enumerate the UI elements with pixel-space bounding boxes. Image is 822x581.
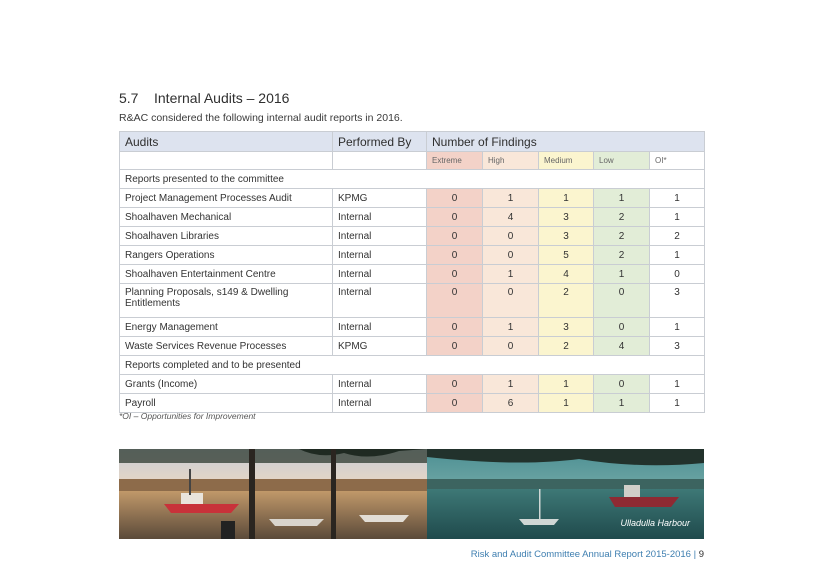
table-row (120, 246, 705, 265)
performed-by: Internal (333, 284, 427, 318)
performed-by: Internal (333, 394, 427, 413)
header-number-of-findings: Number of Findings (427, 132, 705, 152)
subheader-extreme: Extreme (427, 152, 483, 170)
footnote: *OI – Opportunities for Improvement (119, 411, 256, 421)
oi-count: 3 (650, 337, 705, 356)
extreme-count: 0 (427, 375, 483, 394)
section-row-to-be-presented: Reports completed and to be presented (120, 356, 705, 375)
audit-name: Shoalhaven Mechanical (120, 208, 333, 227)
high-count: 0 (483, 337, 539, 356)
subheader-empty (333, 152, 427, 170)
low-count: 0 (594, 284, 650, 318)
harbour-photo (119, 449, 704, 539)
medium-count: 5 (539, 246, 594, 265)
extreme-count: 0 (427, 337, 483, 356)
audit-name: Waste Services Revenue Processes (120, 337, 333, 356)
performed-by: Internal (333, 375, 427, 394)
medium-count: 2 (539, 284, 594, 318)
table-row (120, 394, 705, 413)
audit-name: Project Management Processes Audit (120, 189, 333, 208)
high-count: 0 (483, 246, 539, 265)
high-count: 6 (483, 394, 539, 413)
medium-count: 4 (539, 265, 594, 284)
subheader-high: High (483, 152, 539, 170)
oi-count: 2 (650, 227, 705, 246)
intro-text: R&AC considered the following internal audit reports in 2016. (119, 112, 403, 124)
extreme-count: 0 (427, 394, 483, 413)
extreme-count: 0 (427, 318, 483, 337)
audit-name: Payroll (120, 394, 333, 413)
medium-count: 3 (539, 227, 594, 246)
high-count: 1 (483, 189, 539, 208)
table-row (120, 337, 705, 356)
medium-count: 3 (539, 318, 594, 337)
page-number: 9 (698, 549, 704, 560)
medium-count: 1 (539, 394, 594, 413)
medium-count: 1 (539, 189, 594, 208)
extreme-count: 0 (427, 265, 483, 284)
high-count: 0 (483, 284, 539, 318)
oi-count: 3 (650, 284, 705, 318)
low-count: 0 (594, 318, 650, 337)
oi-count: 1 (650, 375, 705, 394)
low-count: 1 (594, 265, 650, 284)
performed-by: Internal (333, 318, 427, 337)
low-count: 2 (594, 227, 650, 246)
table-row (120, 227, 705, 246)
table-row (120, 189, 705, 208)
table-row (120, 284, 705, 318)
page-footer (471, 549, 704, 560)
header-audits: Audits (120, 132, 333, 152)
section-row-presented: Reports presented to the committee (120, 170, 705, 189)
audit-name: Shoalhaven Libraries (120, 227, 333, 246)
low-count: 4 (594, 337, 650, 356)
audit-name: Grants (Income) (120, 375, 333, 394)
performed-by: Internal (333, 208, 427, 227)
photo-caption: Ulladulla Harbour (620, 518, 690, 528)
high-count: 1 (483, 375, 539, 394)
footer-separator: | (693, 549, 697, 560)
table-row (120, 318, 705, 337)
oi-count: 1 (650, 246, 705, 265)
low-count: 1 (594, 394, 650, 413)
oi-count: 1 (650, 318, 705, 337)
audit-name: Energy Management (120, 318, 333, 337)
low-count: 1 (594, 189, 650, 208)
subheader-medium: Medium (539, 152, 594, 170)
high-count: 0 (483, 227, 539, 246)
subheader-oi: OI* (650, 152, 705, 170)
low-count: 0 (594, 375, 650, 394)
high-count: 1 (483, 318, 539, 337)
footer-report-title: Risk and Audit Committee Annual Report 2015-2016 (470, 549, 691, 560)
audit-name: Planning Proposals, s149 & Dwelling Entitlements (120, 284, 333, 318)
oi-count: 1 (650, 189, 705, 208)
extreme-count: 0 (427, 227, 483, 246)
high-count: 1 (483, 265, 539, 284)
extreme-count: 0 (427, 189, 483, 208)
audit-name: Shoalhaven Entertainment Centre (120, 265, 333, 284)
subheader-empty (120, 152, 333, 170)
performed-by: KPMG (333, 337, 427, 356)
performed-by: Internal (333, 265, 427, 284)
oi-count: 1 (650, 394, 705, 413)
extreme-count: 0 (427, 284, 483, 318)
extreme-count: 0 (427, 208, 483, 227)
section-title: Internal Audits – 2016 (154, 90, 290, 106)
section-heading (119, 90, 289, 106)
performed-by: Internal (333, 227, 427, 246)
performed-by: Internal (333, 246, 427, 265)
audit-name: Rangers Operations (120, 246, 333, 265)
oi-count: 0 (650, 265, 705, 284)
extreme-count: 0 (427, 246, 483, 265)
medium-count: 2 (539, 337, 594, 356)
header-performed-by: Performed By (333, 132, 427, 152)
subheader-low: Low (594, 152, 650, 170)
low-count: 2 (594, 208, 650, 227)
oi-count: 1 (650, 208, 705, 227)
section-number: 5.7 (119, 90, 139, 106)
internal-audits-table (119, 131, 705, 413)
medium-count: 1 (539, 375, 594, 394)
table-row (120, 265, 705, 284)
harbour-photo-illustration (119, 449, 704, 539)
table-row (120, 208, 705, 227)
high-count: 4 (483, 208, 539, 227)
low-count: 2 (594, 246, 650, 265)
performed-by: KPMG (333, 189, 427, 208)
medium-count: 3 (539, 208, 594, 227)
table-row (120, 375, 705, 394)
